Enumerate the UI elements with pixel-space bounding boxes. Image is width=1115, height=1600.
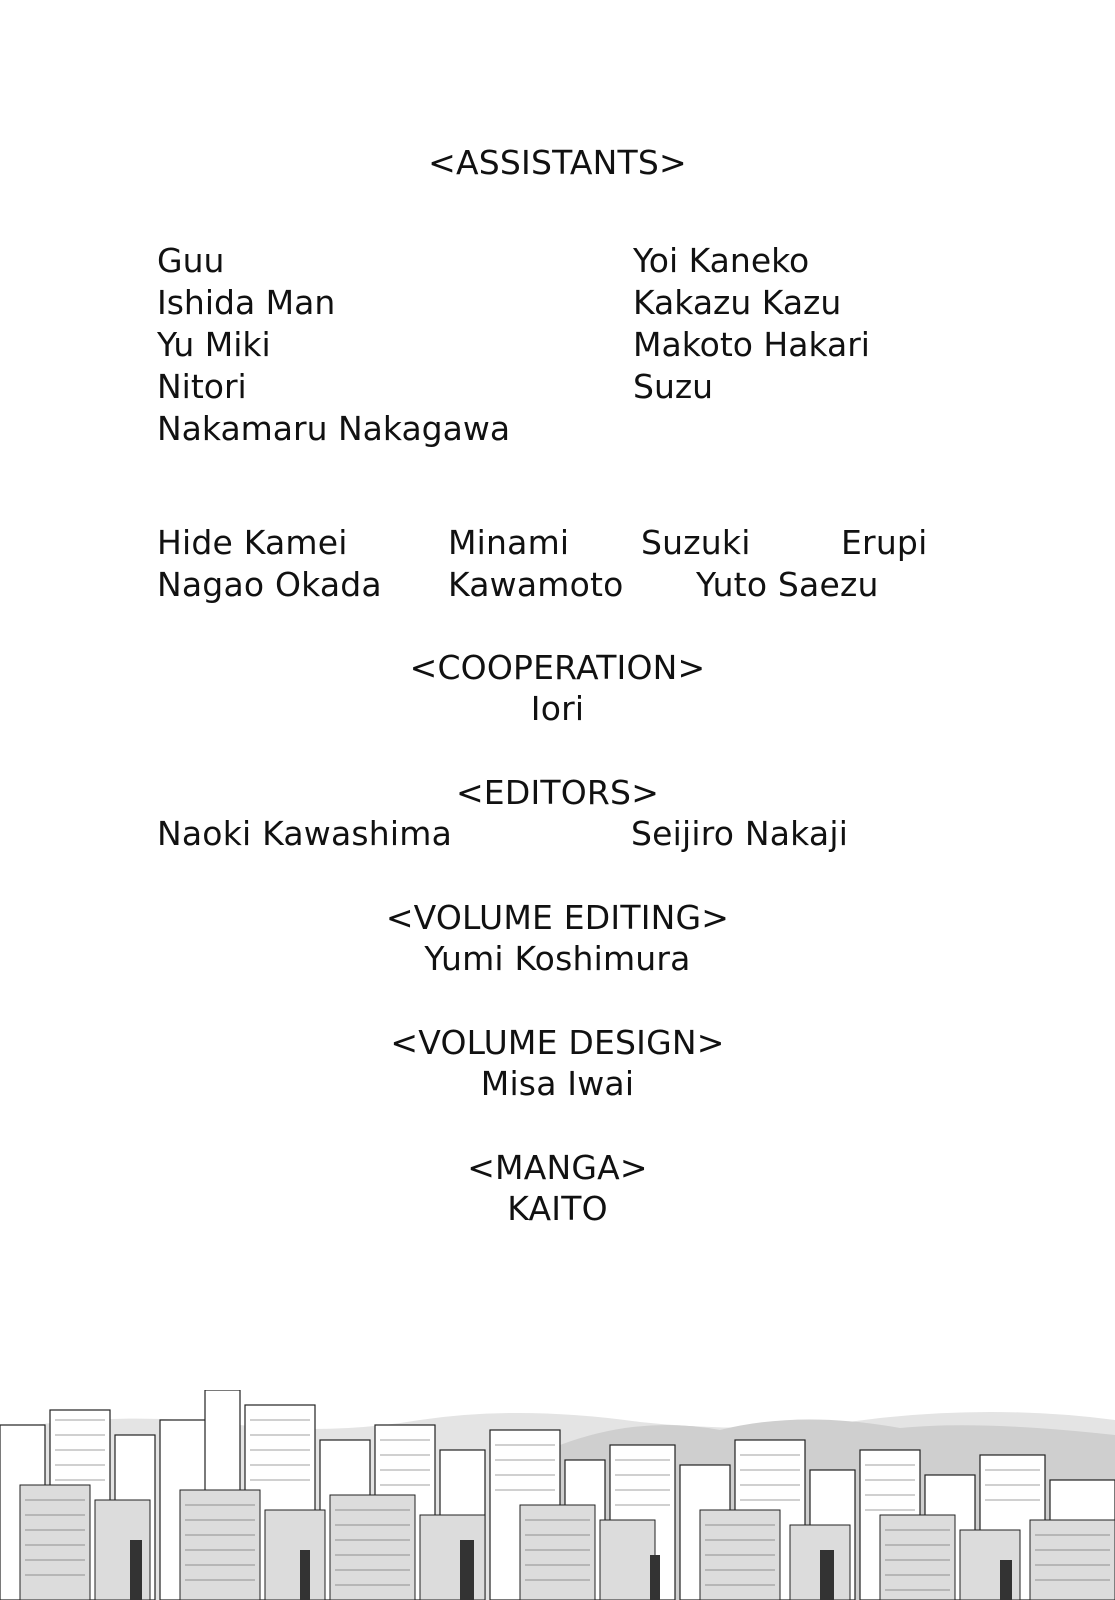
assistant-name: Makoto Hakari xyxy=(633,325,870,364)
assistant-name: Nakamaru Nakagawa xyxy=(157,409,511,448)
volume-editing-heading: <VOLUME EDITING> xyxy=(385,898,730,937)
assistant-name: Nagao Okada xyxy=(157,565,382,604)
assistant-name: Yoi Kaneko xyxy=(633,241,810,280)
assistant-name: Guu xyxy=(157,241,225,280)
assistant-name: Yuto Saezu xyxy=(696,565,879,604)
assistant-name: Hide Kamei xyxy=(157,523,348,562)
assistants-right-column xyxy=(633,240,870,408)
volume-design-heading: <VOLUME DESIGN> xyxy=(390,1023,725,1062)
assistant-name: Suzu xyxy=(633,367,714,406)
volume-editing-name: Yumi Koshimura xyxy=(424,939,691,978)
assistant-name: Nitori xyxy=(157,367,247,406)
editor-name: Seijiro Nakaji xyxy=(631,814,849,853)
assistants-left-column xyxy=(157,240,510,450)
assistant-name: Erupi xyxy=(841,523,928,562)
assistant-name: Ishida Man xyxy=(157,283,336,322)
assistant-name: Yu Miki xyxy=(157,325,271,364)
editors-heading: <EDITORS> xyxy=(455,773,660,812)
assistants-heading: <ASSISTANTS> xyxy=(428,143,687,182)
cooperation-heading: <COOPERATION> xyxy=(409,648,706,687)
assistant-name: Kawamoto xyxy=(448,565,624,604)
manga-name: KAITO xyxy=(507,1189,608,1228)
cooperation-name: Iori xyxy=(530,689,585,728)
volume-design-name: Misa Iwai xyxy=(480,1064,635,1103)
editor-name: Naoki Kawashima xyxy=(157,814,453,853)
assistant-name: Minami xyxy=(448,523,570,562)
manga-heading: <MANGA> xyxy=(467,1148,648,1187)
assistant-name: Kakazu Kazu xyxy=(633,283,842,322)
assistant-name: Suzuki xyxy=(641,523,751,562)
city-skyline-illustration xyxy=(0,1390,1115,1600)
